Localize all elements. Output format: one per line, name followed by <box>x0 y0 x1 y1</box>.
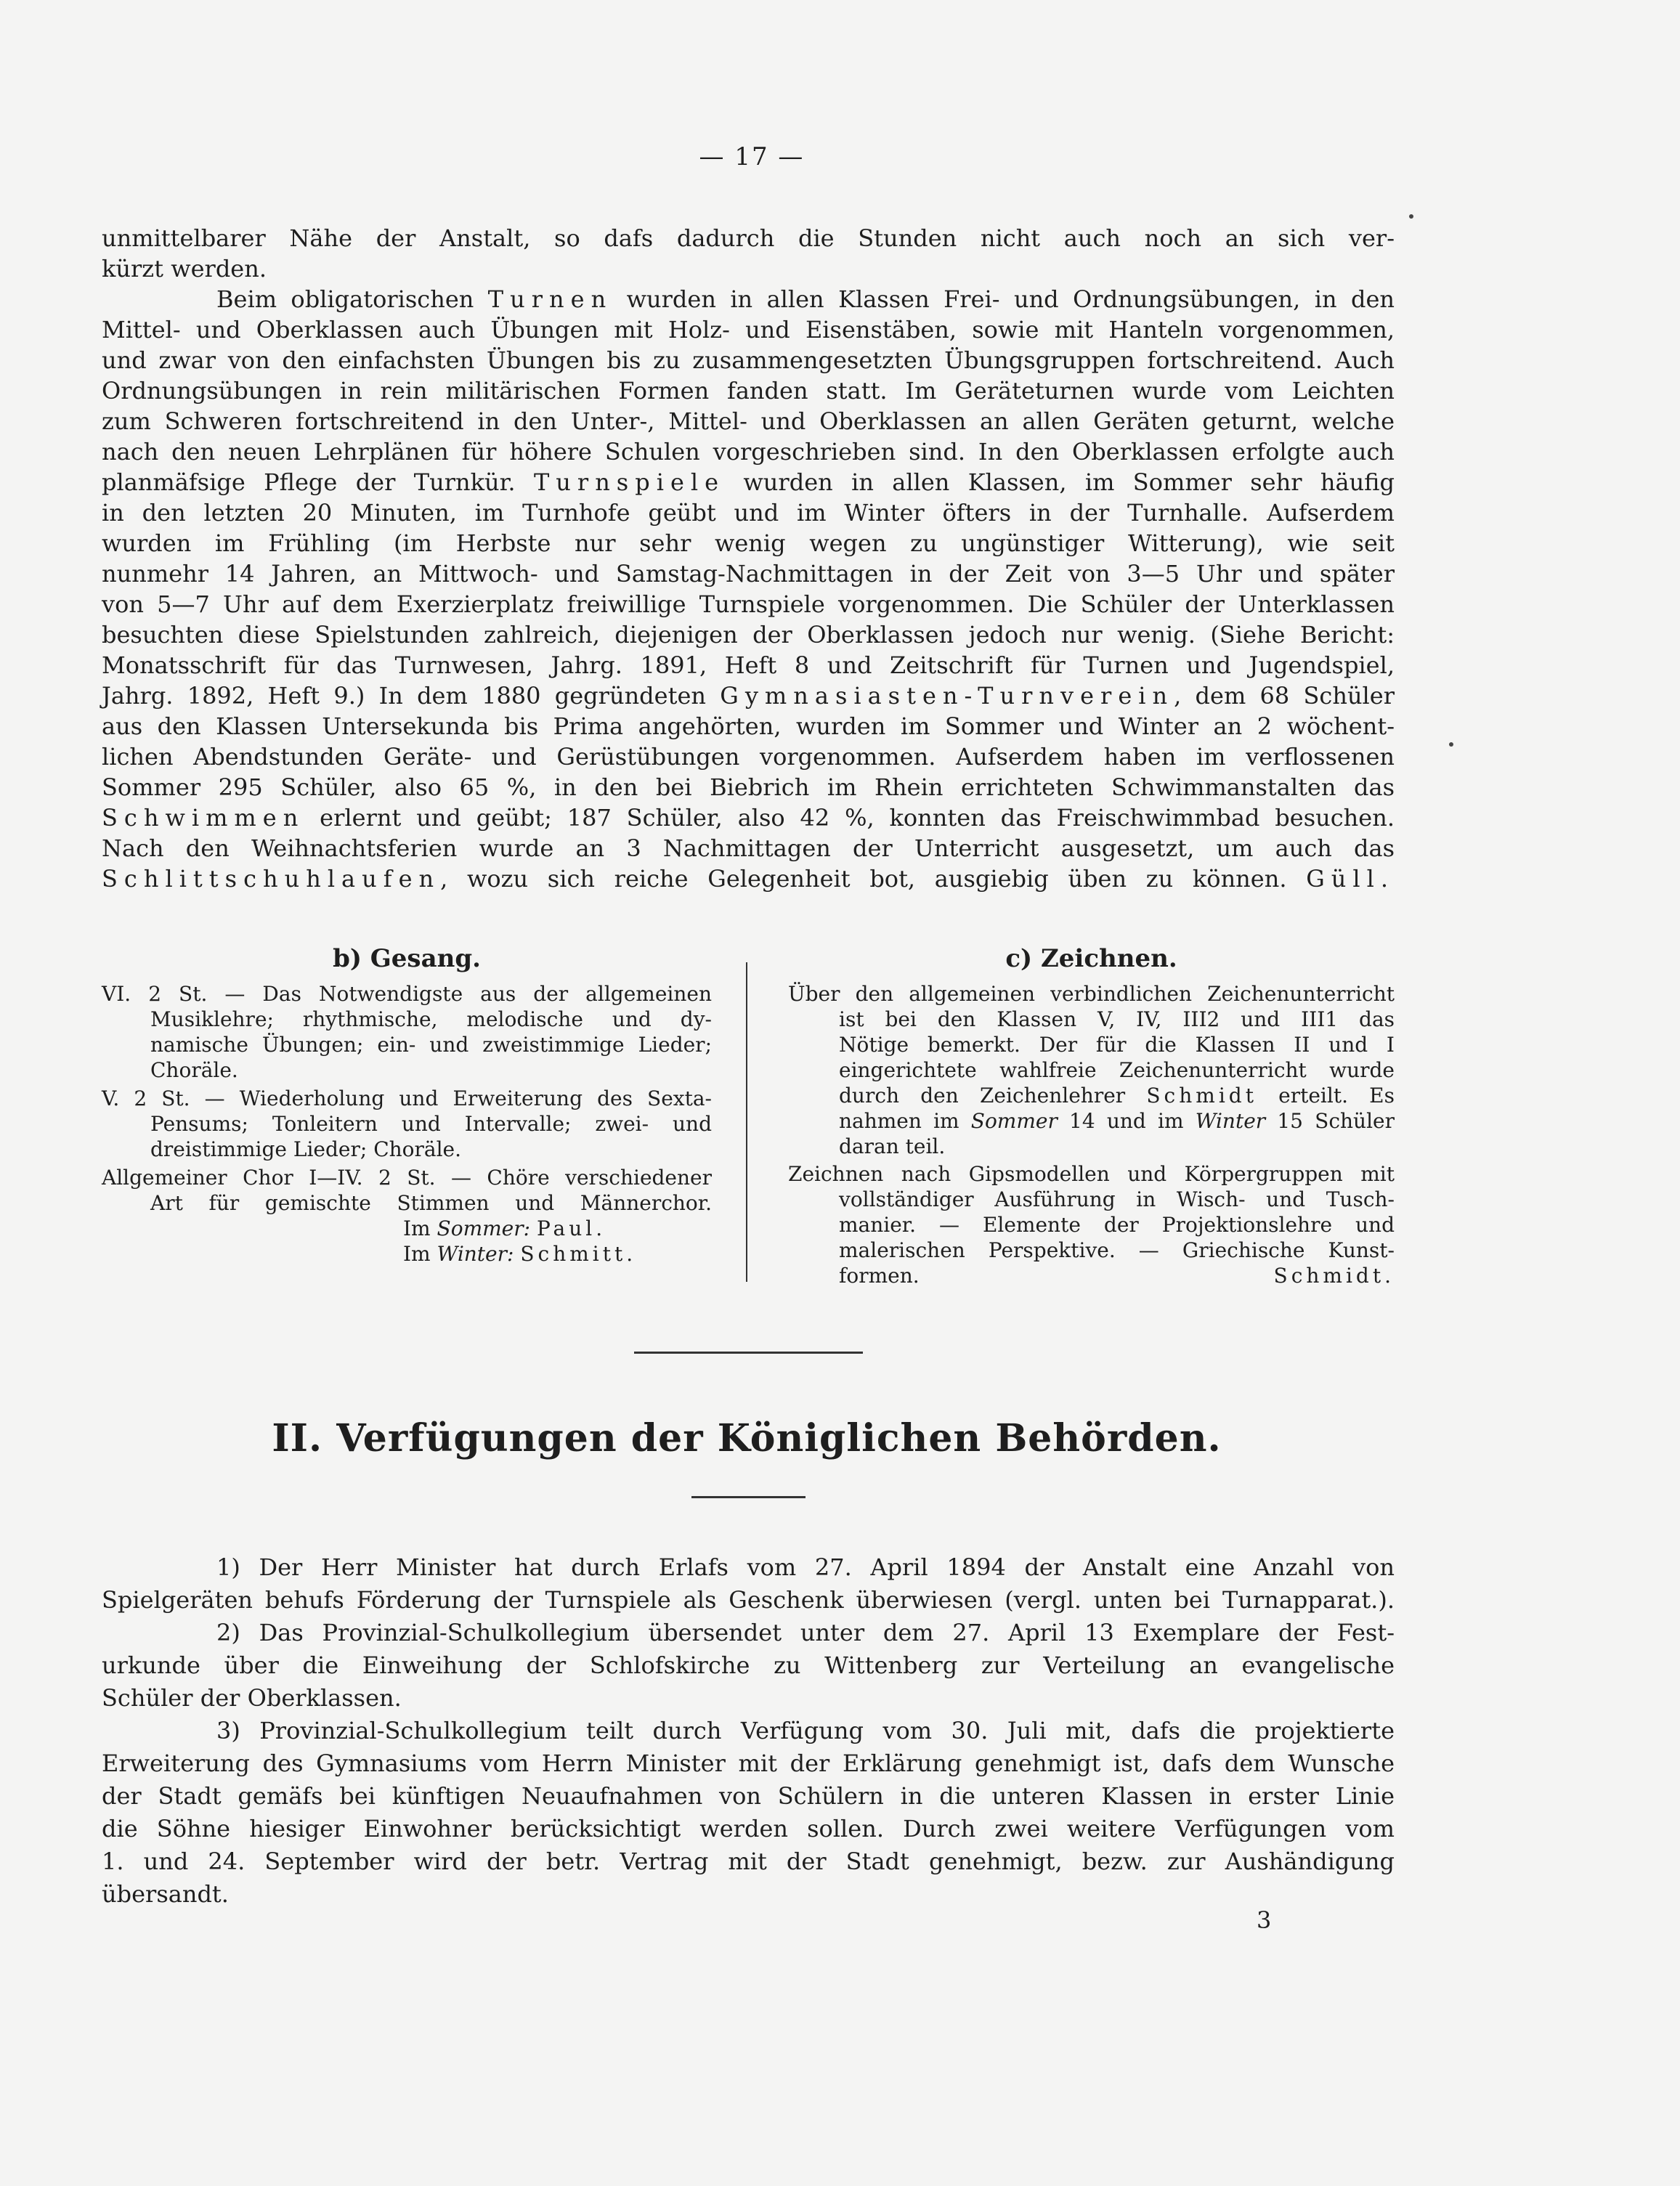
text-line: Allgemeiner Chor I—IV. 2 St. — Chöre verschiedener <box>102 1166 712 1190</box>
text-line: urkunde über die Einweihung der Schlofskirche zu Wittenberg zur Verteilung an evangelische <box>102 1651 1395 1679</box>
text-line: V. 2 St. — Wiederholung und Erweiterung des Sexta- <box>102 1086 712 1110</box>
text-line: Nötige bemerkt. Der für die Klassen II und I <box>839 1033 1395 1057</box>
teacher-name: Schmitt. <box>520 1242 637 1266</box>
text-line: Spielgeräten behufs Förderung der Turnspiele als Geschenk überwiesen (vergl. unten bei Turnapparat.). <box>102 1586 1395 1614</box>
teacher-name: Paul. <box>536 1216 606 1240</box>
text-line: kürzt werden. <box>102 255 267 283</box>
text-line: 3) Provinzial-Schulkollegium teilt durch Verfügung vom 30. Juli mit, dafs die projektierte <box>216 1717 1395 1744</box>
text-line: in den letzten 20 Minuten, im Turnhofe geübt und im Winter öfters in der Turnhalle. Aufserdem <box>102 499 1395 527</box>
text-line: planmäfsige Pflege der Turnkür. Turnspiele wurden in allen Klassen, im Sommer sehr häufig <box>102 468 1395 496</box>
text-line: Mittel- und Oberklassen auch Übungen mit Holz- und Eisenstäben, sowie mit Hanteln vorgenommen, <box>102 316 1395 344</box>
text-line: 1. und 24. September wird der betr. Vertrag mit der Stadt genehmigt, bezw. zur Aushändigung <box>102 1848 1395 1875</box>
text-line: Im Winter: Schmitt. <box>403 1242 637 1266</box>
text-line: Zeichnen nach Gipsmodellen und Körpergruppen mit <box>788 1162 1395 1186</box>
text-line: von 5—7 Uhr auf dem Exerzierplatz freiwillige Turnspiele vorgenommen. Die Schüler der Unterklassen <box>102 590 1395 618</box>
text-line: Nach den Weihnachtsferien wurde an 3 Nachmittagen der Unterricht ausgesetzt, um auch das <box>102 834 1395 862</box>
text-line: Über den allgemeinen verbindlichen Zeichenunterricht <box>788 982 1395 1006</box>
text-line: malerischen Perspektive. — Griechische Kunst- <box>839 1238 1395 1262</box>
text-line: nunmehr 14 Jahren, an Mittwoch- und Samstag-Nachmittagen in der Zeit von 3—5 Uhr und später <box>102 560 1395 588</box>
text-line: namische Übungen; ein- und zweistimmige Lieder; <box>150 1033 712 1057</box>
text-line: Ordnungsübungen in rein militärischen Formen fanden statt. Im Geräteturnen wurde vom Leichten <box>102 377 1395 405</box>
text-line: dreistimmige Lieder; Choräle. <box>150 1137 462 1161</box>
text-line: 1) Der Herr Minister hat durch Erlafs vom 27. April 1894 der Anstalt eine Anzahl von <box>216 1553 1395 1581</box>
page-number: — 17 — <box>699 142 805 171</box>
spaced-term: Gymnasiasten-Turnverein <box>720 682 1174 710</box>
section-heading: b) Gesang. <box>333 944 481 973</box>
text-line: Schüler der Oberklassen. <box>102 1684 402 1712</box>
text-line: vollständiger Ausführung in Wisch- und Tusch- <box>839 1187 1395 1211</box>
text-line: formen. Schmidt. <box>839 1264 1395 1288</box>
spaced-term: Schlittschuhlaufen <box>102 865 441 893</box>
teacher-name: Schmidt <box>1146 1084 1257 1108</box>
text-line: wurden im Frühling (im Herbste nur sehr wenig wegen zu ungünstiger Witterung), wie seit <box>102 529 1395 557</box>
text-line: lichen Abendstunden Geräte- und Gerüstübungen vorgenommen. Aufserdem haben im verflossenen <box>102 743 1395 771</box>
text-line: VI. 2 St. — Das Notwendigste aus der allgemeinen <box>102 982 712 1006</box>
text-line: der Stadt gemäfs bei künftigen Neuaufnahmen von Schülern in die unteren Klassen in erster Linie <box>102 1782 1395 1810</box>
author-signature: Schmidt. <box>1273 1264 1395 1288</box>
text-line: manier. — Elemente der Projektionslehre und <box>839 1213 1395 1237</box>
text-line: eingerichtete wahlfreie Zeichenunterricht wurde <box>839 1058 1395 1082</box>
text-line: Schlittschuhlaufen, wozu sich reiche Gelegenheit bot, ausgiebig üben zu können. Güll. <box>102 865 1395 893</box>
spaced-term: Turnen <box>487 285 613 313</box>
section-title: II. Verfügungen der Königlichen Behörden. <box>272 1416 1222 1460</box>
text-line: durch den Zeichenlehrer Schmidt erteilt. Es <box>839 1084 1395 1108</box>
text-line: unmittelbarer Nähe der Anstalt, so dafs dadurch die Stunden nicht auch noch an sich ver- <box>102 224 1395 252</box>
text-line: zum Schweren fortschreitend in den Unter-, Mittel- und Oberklassen an allen Geräten geturnt, welche <box>102 407 1395 435</box>
printer-signature: 3 <box>1257 1906 1272 1934</box>
text-line: 2) Das Provinzial-Schulkollegium übersendet unter dem 27. April 13 Exemplare der Fest- <box>216 1619 1395 1646</box>
author-signature: Güll. <box>1306 865 1395 893</box>
text-line: Jahrg. 1892, Heft 9.) In dem 1880 gegründeten Gymnasiasten-Turnverein, dem 68 Schüler <box>102 682 1395 710</box>
text-line: Musiklehre; rhythmische, melodische und dy- <box>150 1007 712 1031</box>
column-divider <box>746 962 747 1282</box>
section-heading: c) Zeichnen. <box>1005 944 1177 973</box>
text-line: besuchten diese Spielstunden zahlreich, diejenigen der Oberklassen jedoch nur wenig. (Siehe Bericht: <box>102 621 1395 649</box>
text-line: Sommer 295 Schüler, also 65 %, in den bei Biebrich im Rhein errichteten Schwimmanstalten das <box>102 773 1395 801</box>
spaced-term: Schwimmen <box>102 804 305 832</box>
print-speck <box>1409 214 1413 219</box>
text-line: nach den neuen Lehrplänen für höhere Schulen vorgeschrieben sind. In den Oberklassen erfolgte auch <box>102 438 1395 466</box>
text-line: Beim obligatorischen Turnen wurden in allen Klassen Frei- und Ordnungsübungen, in den <box>216 285 1395 313</box>
text-line: Choräle. <box>150 1058 238 1082</box>
text-line: die Söhne hiesiger Einwohner berücksichtigt werden sollen. Durch zwei weitere Verfügungen vom <box>102 1815 1395 1842</box>
text-line: Schwimmen erlernt und geübt; 187 Schüler, also 42 %, konnten das Freischwimmbad besuchen. <box>102 804 1395 832</box>
text-line: aus den Klassen Untersekunda bis Prima angehörten, wurden im Sommer und Winter an 2 wöchent- <box>102 712 1395 740</box>
text-line: Pensums; Tonleitern und Intervalle; zwei- und <box>150 1112 712 1136</box>
separator-rule <box>634 1352 863 1354</box>
spaced-term: Turnspiele <box>533 468 726 496</box>
text-line: Im Sommer: Paul. <box>403 1216 606 1240</box>
text-line: nahmen im Sommer 14 und im Winter 15 Schüler <box>839 1109 1395 1133</box>
text-line: Monatsschrift für das Turnwesen, Jahrg. 1891, Heft 8 und Zeitschrift für Turnen und Jugendspiel, <box>102 651 1395 679</box>
text-line: daran teil. <box>839 1134 946 1158</box>
print-speck <box>1449 742 1453 747</box>
text-line: Erweiterung des Gymnasiums vom Herrn Minister mit der Erklärung genehmigt ist, dafs dem Wunsche <box>102 1750 1395 1777</box>
title-underline-rule <box>691 1496 805 1498</box>
text-line: ist bei den Klassen V, IV, III2 und III1 das <box>839 1007 1395 1031</box>
text-line: übersandt. <box>102 1880 229 1908</box>
text-line: Art für gemischte Stimmen und Männerchor. <box>150 1191 712 1215</box>
text-line: und zwar von den einfachsten Übungen bis zu zusammengesetzten Übungsgruppen fortschreitend. Auch <box>102 346 1395 374</box>
